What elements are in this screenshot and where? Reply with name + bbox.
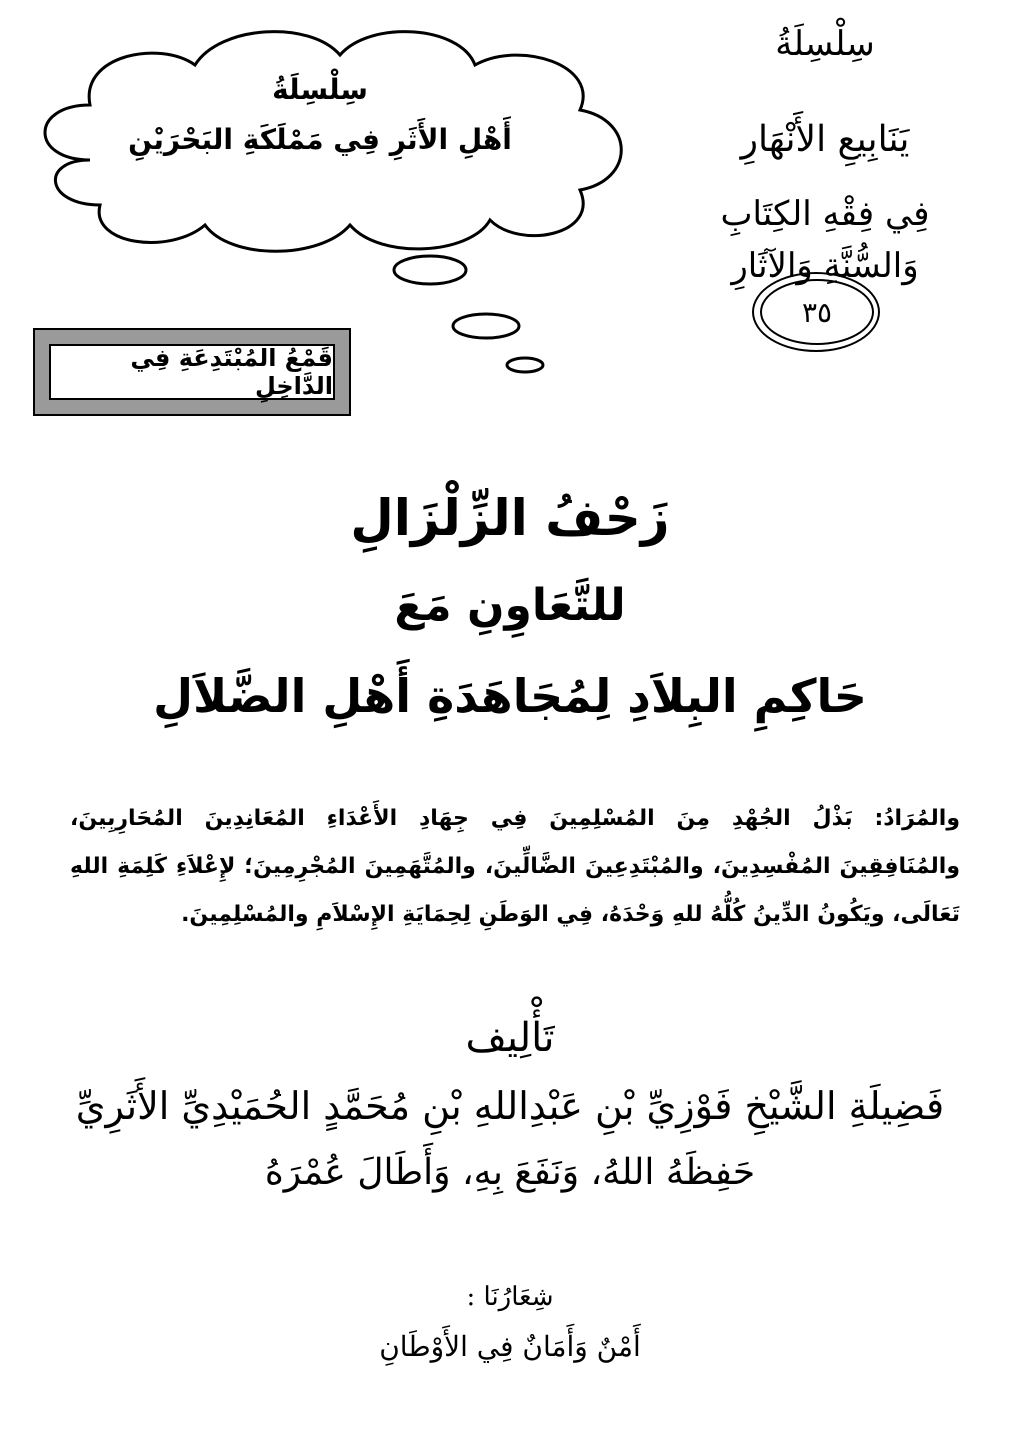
series-number: ٣٥ (760, 279, 874, 345)
series-word: سِلْسِلَةُ (775, 24, 875, 64)
author-block (60, 1003, 960, 1207)
book-title (60, 470, 960, 746)
motto-block (260, 1275, 760, 1375)
series-name: يَنَابِيعِ الأَنْهَارِ (740, 119, 910, 160)
title-line-3: حَاكِمِ البِلاَدِ لِمُجَاهَدَةِ أَهْلِ الضَّلاَلِ (153, 669, 867, 723)
authorship-heading: تَأْلِيف (465, 1015, 555, 1061)
cloud-series-name: أَهْلِ الأَثَرِ فِي مَمْلَكَةِ البَحْرَيْنِ (128, 123, 512, 156)
cloud-series-word: سِلْسِلَةُ (272, 73, 368, 106)
motto-label: شِعَارُنَا : (466, 1282, 554, 1312)
thought-cloud (20, 10, 640, 380)
title-line-1: زَحْفُ الزِّلْزَالِ (350, 489, 670, 547)
series-info-block (670, 20, 980, 292)
author-name: فَضِيلَةِ الشَّيْخِ فَوْزِيِّ بْنِ عَبْدِاللهِ بْنِ مُحَمَّدٍ الحُمَيْدِيِّ الأَثَرِيِّ (75, 1084, 945, 1128)
series-subject: فِي فِقْهِ الكِتَابِ وَالسُّنَّةِ وَالآثَارِ (720, 194, 930, 286)
title-line-2: للتَّعَاوِنِ مَعَ (394, 580, 626, 631)
framed-label: قَمْعُ المُبْتَدِعَةِ فِي الدَّاخِلِ (49, 344, 335, 400)
framed-label-box (33, 328, 351, 416)
title-description: والمُرَادُ: بَذْلُ الجُهْدِ مِنَ المُسْلِمِينَ فِي جِهَادِ الأَعْدَاءِ المُعَانِدِينَ المُحَارِبِينَ، والمُنَافِقِينَ المُفْسِدِينَ، والمُبْتَدِعِينَ الضَّالِّينَ، والمُتَّهَمِينَ المُجْرِمِينَ؛ لإِعْلاَءِ كَلِمَةِ اللهِ تَعَالَى، ويَكُونُ الدِّينُ كُلُّهُ للهِ وَحْدَهُ، فِي الوَطَنِ لِحِمَايَةِ الإِسْلاَمِ والمُسْلِمِينَ. (70, 806, 960, 927)
motto-text: أَمْنٌ وَأَمَانٌ فِي الأَوْطَانِ (379, 1330, 641, 1363)
author-prayer: حَفِظَهُ اللهُ، وَنَفَعَ بِهِ، وَأَطَالَ عُمْرَهُ (264, 1152, 756, 1193)
cloud-text (95, 68, 545, 168)
